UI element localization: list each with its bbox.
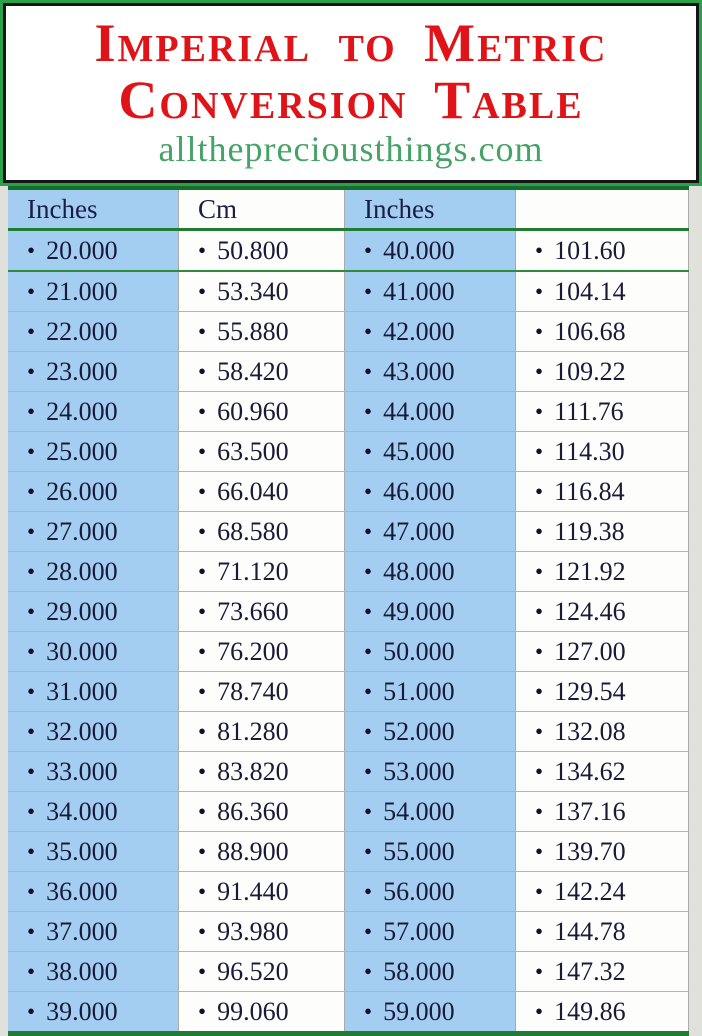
bullet-icon: • [27, 318, 36, 344]
cell-value: 42.000 [383, 316, 455, 346]
cell-value: 66.040 [217, 476, 289, 506]
bullet-icon: • [364, 598, 373, 624]
table-cell [515, 552, 689, 591]
cell-value: 22.000 [46, 316, 118, 346]
table-cell [345, 752, 515, 791]
cell-value: 56.000 [383, 876, 455, 906]
table-cell [345, 272, 515, 311]
table-cell [8, 832, 178, 871]
bullet-icon: • [535, 398, 544, 424]
table-cell [178, 392, 345, 431]
table-cell [8, 231, 178, 270]
bullet-icon: • [364, 958, 373, 984]
bullet-icon: • [27, 398, 36, 424]
table-cell [345, 632, 515, 671]
table-cell [345, 672, 515, 711]
bullet-icon: • [198, 398, 207, 424]
table-cell [8, 872, 178, 911]
bullet-icon: • [535, 518, 544, 544]
table-cell [515, 992, 689, 1031]
cell-value: 127.00 [554, 636, 626, 666]
bullet-icon: • [27, 958, 36, 984]
column-header-2: Inches [345, 190, 515, 228]
cell-value: 39.000 [46, 996, 118, 1026]
bullet-icon: • [535, 678, 544, 704]
table-cell [515, 231, 689, 270]
bullet-icon: • [27, 518, 36, 544]
table-cell [345, 712, 515, 751]
bullet-icon: • [198, 518, 207, 544]
table-cell [515, 512, 689, 551]
table-cell [178, 592, 345, 631]
bullet-icon: • [198, 678, 207, 704]
table-cell [8, 272, 178, 311]
table-row [8, 952, 689, 992]
table-cell [345, 592, 515, 631]
table-cell [178, 832, 345, 871]
table-cell [8, 672, 178, 711]
table-row [8, 272, 689, 312]
bullet-icon: • [27, 278, 36, 304]
cell-value: 20.000 [46, 235, 118, 265]
cell-value: 129.54 [554, 676, 626, 706]
table-cell [345, 952, 515, 991]
bullet-icon: • [535, 278, 544, 304]
table-row [8, 912, 689, 952]
table-cell [345, 872, 515, 911]
cell-value: 78.740 [217, 676, 289, 706]
table-cell [8, 432, 178, 471]
bullet-icon: • [27, 237, 36, 263]
cell-value: 31.000 [46, 676, 118, 706]
table-cell [345, 832, 515, 871]
cell-value: 91.440 [217, 876, 289, 906]
table-cell [515, 752, 689, 791]
page-title-line2: Conversion Table [118, 70, 584, 130]
table-row [8, 552, 689, 592]
bullet-icon: • [27, 358, 36, 384]
table-cell [8, 472, 178, 511]
bullet-icon: • [535, 758, 544, 784]
bullet-icon: • [27, 678, 36, 704]
table-cell [178, 512, 345, 551]
table-cell [178, 552, 345, 591]
cell-value: 116.84 [554, 476, 625, 506]
table-cell [8, 312, 178, 351]
table-cell [345, 912, 515, 951]
table-cell [178, 712, 345, 751]
bullet-icon: • [535, 237, 544, 263]
bullet-icon: • [198, 998, 207, 1024]
cell-value: 59.000 [383, 996, 455, 1026]
table-cell [178, 792, 345, 831]
table-cell [345, 231, 515, 270]
cell-value: 137.16 [554, 796, 626, 826]
table-cell [178, 632, 345, 671]
table-cell [8, 992, 178, 1031]
cell-value: 35.000 [46, 836, 118, 866]
table-body [8, 231, 689, 1031]
bullet-icon: • [27, 638, 36, 664]
cell-value: 109.22 [554, 356, 626, 386]
table-row [8, 832, 689, 872]
cell-value: 46.000 [383, 476, 455, 506]
bullet-icon: • [364, 878, 373, 904]
table-cell [345, 512, 515, 551]
table-cell [515, 592, 689, 631]
bullet-icon: • [364, 798, 373, 824]
bullet-icon: • [535, 318, 544, 344]
bullet-icon: • [27, 798, 36, 824]
table-cell [345, 312, 515, 351]
bullet-icon: • [535, 878, 544, 904]
cell-value: 41.000 [383, 276, 455, 306]
bullet-icon: • [364, 638, 373, 664]
bullet-icon: • [198, 638, 207, 664]
table-cell [515, 312, 689, 351]
cell-value: 58.000 [383, 956, 455, 986]
cell-value: 49.000 [383, 596, 455, 626]
table-row [8, 992, 689, 1031]
bullet-icon: • [27, 918, 36, 944]
table-row [8, 512, 689, 552]
bullet-icon: • [364, 278, 373, 304]
cell-value: 48.000 [383, 556, 455, 586]
table-cell [345, 552, 515, 591]
table-cell [515, 792, 689, 831]
cell-value: 96.520 [217, 956, 289, 986]
table-cell [8, 592, 178, 631]
cell-value: 139.70 [554, 836, 626, 866]
cell-value: 119.38 [554, 516, 625, 546]
cell-value: 21.000 [46, 276, 118, 306]
cell-value: 52.000 [383, 716, 455, 746]
table-cell [178, 872, 345, 911]
table-cell [8, 712, 178, 751]
bullet-icon: • [198, 478, 207, 504]
bullet-icon: • [27, 758, 36, 784]
table-cell [8, 952, 178, 991]
table-row [8, 432, 689, 472]
table-cell [515, 712, 689, 751]
table-cell [178, 912, 345, 951]
cell-value: 29.000 [46, 596, 118, 626]
table-row [8, 592, 689, 632]
header-box [3, 3, 699, 183]
cell-value: 83.820 [217, 756, 289, 786]
bullet-icon: • [364, 758, 373, 784]
bullet-icon: • [364, 438, 373, 464]
table-cell [345, 352, 515, 391]
table-cell [8, 392, 178, 431]
cell-value: 25.000 [46, 436, 118, 466]
bullet-icon: • [535, 798, 544, 824]
cell-value: 63.500 [217, 436, 289, 466]
bullet-icon: • [198, 558, 207, 584]
bullet-icon: • [535, 598, 544, 624]
cell-value: 124.46 [554, 596, 626, 626]
bullet-icon: • [27, 478, 36, 504]
table-cell [345, 432, 515, 471]
table-cell [8, 512, 178, 551]
bullet-icon: • [27, 878, 36, 904]
cell-value: 38.000 [46, 956, 118, 986]
cell-value: 81.280 [217, 716, 289, 746]
table-cell [515, 872, 689, 911]
cell-value: 51.000 [383, 676, 455, 706]
table-cell [515, 832, 689, 871]
cell-value: 23.000 [46, 356, 118, 386]
table-cell [515, 952, 689, 991]
table-cell [178, 992, 345, 1031]
bullet-icon: • [198, 958, 207, 984]
cell-value: 149.86 [554, 996, 626, 1026]
table-cell [8, 632, 178, 671]
bullet-icon: • [198, 278, 207, 304]
bullet-icon: • [27, 838, 36, 864]
table-row [8, 712, 689, 752]
table-cell [515, 632, 689, 671]
cell-value: 32.000 [46, 716, 118, 746]
bullet-icon: • [364, 398, 373, 424]
bullet-icon: • [364, 918, 373, 944]
bullet-icon: • [364, 237, 373, 263]
cell-value: 53.340 [217, 276, 289, 306]
cell-value: 73.660 [217, 596, 289, 626]
bullet-icon: • [27, 598, 36, 624]
bullet-icon: • [535, 478, 544, 504]
table-row [8, 312, 689, 352]
cell-value: 36.000 [46, 876, 118, 906]
bullet-icon: • [364, 718, 373, 744]
bullet-icon: • [535, 838, 544, 864]
cell-value: 76.200 [217, 636, 289, 666]
cell-value: 142.24 [554, 876, 626, 906]
table-row [8, 792, 689, 832]
cell-value: 93.980 [217, 916, 289, 946]
bullet-icon: • [535, 638, 544, 664]
bullet-icon: • [27, 558, 36, 584]
table-row [8, 231, 689, 272]
table-cell [178, 432, 345, 471]
cell-value: 55.880 [217, 316, 289, 346]
table-cell [345, 792, 515, 831]
table-cell [8, 752, 178, 791]
table-cell [178, 272, 345, 311]
website-text: allthepreciousthings.com [158, 129, 544, 169]
cell-value: 144.78 [554, 916, 626, 946]
cell-value: 45.000 [383, 436, 455, 466]
cell-value: 104.14 [554, 276, 626, 306]
table-cell [515, 392, 689, 431]
cell-value: 40.000 [383, 235, 455, 265]
bullet-icon: • [535, 918, 544, 944]
bullet-icon: • [535, 558, 544, 584]
bullet-icon: • [364, 518, 373, 544]
table-cell [345, 472, 515, 511]
bullet-icon: • [198, 918, 207, 944]
bullet-icon: • [198, 358, 207, 384]
cell-value: 53.000 [383, 756, 455, 786]
table-cell [178, 231, 345, 270]
bullet-icon: • [198, 598, 207, 624]
cell-value: 43.000 [383, 356, 455, 386]
table-cell [345, 992, 515, 1031]
cell-value: 27.000 [46, 516, 118, 546]
column-header-0: Inches [8, 190, 178, 228]
cell-value: 28.000 [46, 556, 118, 586]
table-row [8, 872, 689, 912]
bullet-icon: • [198, 237, 207, 263]
bullet-icon: • [27, 438, 36, 464]
bullet-icon: • [535, 998, 544, 1024]
table-cell [8, 792, 178, 831]
page-title-line1: Imperial to Metric [94, 13, 608, 73]
bullet-icon: • [198, 838, 207, 864]
bullet-icon: • [535, 958, 544, 984]
cell-value: 47.000 [383, 516, 455, 546]
bullet-icon: • [535, 718, 544, 744]
table-cell [178, 752, 345, 791]
cell-value: 132.08 [554, 716, 626, 746]
table-row [8, 472, 689, 512]
cell-value: 111.76 [554, 396, 624, 426]
table-cell [8, 912, 178, 951]
cell-value: 106.68 [554, 316, 626, 346]
page-top-frame [0, 0, 702, 186]
conversion-table [8, 186, 689, 1036]
bullet-icon: • [364, 318, 373, 344]
cell-value: 58.420 [217, 356, 289, 386]
table-cell [515, 672, 689, 711]
table-cell [178, 312, 345, 351]
cell-value: 34.000 [46, 796, 118, 826]
cell-value: 99.060 [217, 996, 289, 1026]
bullet-icon: • [198, 878, 207, 904]
cell-value: 86.360 [217, 796, 289, 826]
bullet-icon: • [535, 358, 544, 384]
bullet-icon: • [364, 838, 373, 864]
cell-value: 88.900 [217, 836, 289, 866]
cell-value: 121.92 [554, 556, 626, 586]
table-cell [515, 352, 689, 391]
bullet-icon: • [198, 798, 207, 824]
cell-value: 60.960 [217, 396, 289, 426]
cell-value: 24.000 [46, 396, 118, 426]
table-row [8, 392, 689, 432]
cell-value: 50.800 [217, 235, 289, 265]
cell-value: 147.32 [554, 956, 626, 986]
table-header-row [8, 190, 689, 231]
table-cell [8, 352, 178, 391]
cell-value: 50.000 [383, 636, 455, 666]
bullet-icon: • [364, 678, 373, 704]
bullet-icon: • [27, 718, 36, 744]
table-cell [345, 392, 515, 431]
bullet-icon: • [27, 998, 36, 1024]
table-cell [178, 352, 345, 391]
cell-value: 44.000 [383, 396, 455, 426]
cell-value: 26.000 [46, 476, 118, 506]
cell-value: 30.000 [46, 636, 118, 666]
bullet-icon: • [198, 718, 207, 744]
table-cell [178, 472, 345, 511]
cell-value: 114.30 [554, 436, 625, 466]
cell-value: 55.000 [383, 836, 455, 866]
cell-value: 71.120 [217, 556, 289, 586]
cell-value: 101.60 [554, 235, 626, 265]
table-cell [8, 552, 178, 591]
table-row [8, 752, 689, 792]
table-row [8, 352, 689, 392]
cell-value: 134.62 [554, 756, 626, 786]
bullet-icon: • [198, 758, 207, 784]
column-header-3 [515, 190, 689, 228]
cell-value: 57.000 [383, 916, 455, 946]
bullet-icon: • [364, 358, 373, 384]
bullet-icon: • [198, 438, 207, 464]
table-cell [178, 952, 345, 991]
table-cell [178, 672, 345, 711]
cell-value: 33.000 [46, 756, 118, 786]
column-header-1: Cm [178, 190, 345, 228]
cell-value: 37.000 [46, 916, 118, 946]
bullet-icon: • [198, 318, 207, 344]
cell-value: 68.580 [217, 516, 289, 546]
bullet-icon: • [364, 998, 373, 1024]
table-row [8, 632, 689, 672]
table-cell [515, 472, 689, 511]
bullet-icon: • [364, 478, 373, 504]
bullet-icon: • [364, 558, 373, 584]
table-row [8, 672, 689, 712]
table-cell [515, 432, 689, 471]
table-cell [515, 912, 689, 951]
table-cell [515, 272, 689, 311]
bullet-icon: • [535, 438, 544, 464]
cell-value: 54.000 [383, 796, 455, 826]
